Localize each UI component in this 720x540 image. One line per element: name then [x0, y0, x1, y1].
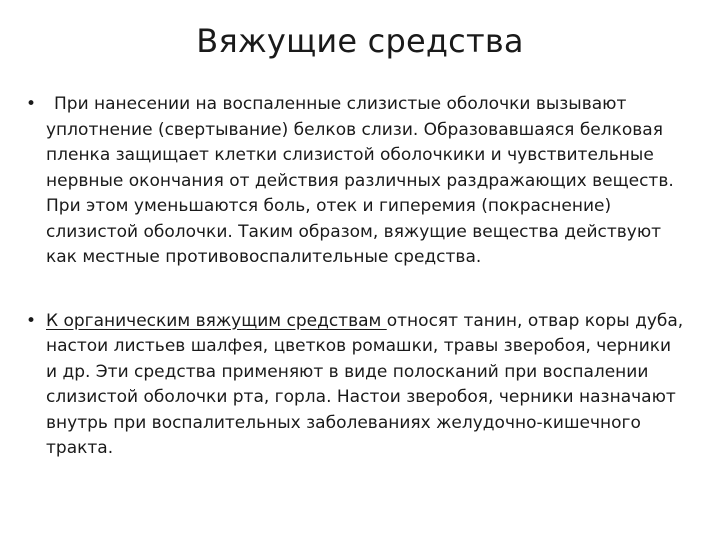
bullet-list: [26, 92, 696, 462]
bullet-paragraph: относят танин, отвар коры дуба, настои листьев шалфея, цветков ромашки, травы зверобоя, черники и др. Эти средства применяют в виде полосканий при воспалении слизистой оболочки рта, горла. Настои зверобоя, черники назначают внутрь при воспалительных заболеваниях желудочно-кишечного тракта.: [46, 310, 684, 458]
underlined-phrase: К органическим вяжущим средствам: [46, 310, 387, 331]
bullet-paragraph: При нанесении на воспаленные слизистые оболочки вызывают уплотнение (свертывание) белков слизи. Образовавшаяся белковая пленка защищает клетки слизистой оболочкики и чувствительные нервные окончания от действия различных раздражающих веществ. При этом уменьшаются боль, отек и гиперемия (покраснение) слизистой оболочки. Таким образом, вяжущие вещества действуют как местные противовоспалительные средства.: [46, 94, 674, 267]
bullet-text: [46, 92, 686, 271]
bullet-marker: •: [26, 94, 37, 114]
bullet-marker: •: [26, 310, 37, 331]
bullet-text: [46, 309, 686, 462]
bullet-item: [26, 309, 696, 462]
bullet-item: [26, 92, 696, 271]
slide-title: Вяжущие средства: [196, 22, 524, 60]
